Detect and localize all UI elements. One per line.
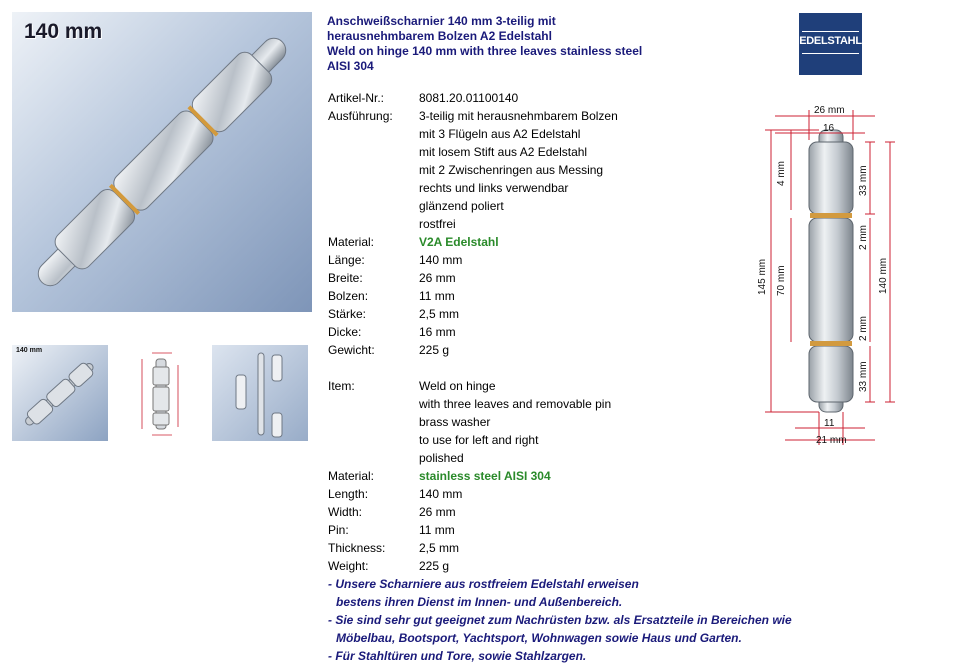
pin-label: Pin: — [328, 523, 349, 537]
technical-drawing — [735, 100, 920, 450]
hinge-leaf-middle — [809, 218, 853, 342]
breite-value: 26 mm — [419, 271, 456, 285]
material-label: Material: — [328, 235, 375, 249]
ausfuehrung-line: rostfrei — [419, 217, 456, 231]
dim-inner-width: 16 — [823, 123, 835, 134]
staerke-value: 2,5 mm — [419, 307, 460, 321]
material-en-value: stainless steel AISI 304 — [419, 469, 551, 483]
dim-bottom-width: 21 mm — [816, 435, 847, 446]
hinge-leaf-top — [809, 142, 853, 214]
ausfuehrung-line: mit 2 Zwischenringen aus Messing — [419, 163, 604, 177]
brass-washer — [810, 213, 852, 218]
thumbnail-size-label: 140 mm — [16, 347, 43, 354]
ausfuehrung-line: 3-teilig mit herausnehmbarem Bolzen — [419, 109, 618, 123]
thumbnail-hinge-graphic — [12, 345, 108, 441]
material-en-label: Material: — [328, 469, 375, 483]
dicke-label: Dicke: — [328, 325, 362, 339]
weight-value: 225 g — [419, 559, 450, 573]
ausfuehrung-label: Ausführung: — [328, 109, 393, 123]
ausfuehrung-line: mit 3 Flügeln aus A2 Edelstahl — [419, 127, 581, 141]
logo-rule — [802, 31, 859, 32]
thumbnail-parts-graphic — [212, 345, 308, 441]
staerke-label: Stärke: — [328, 307, 367, 321]
dim-right-ring2: 2 mm — [858, 316, 869, 341]
width-label: Width: — [328, 505, 363, 519]
laenge-value: 140 mm — [419, 253, 463, 267]
title-line: Weld on hinge 140 mm with three leaves stainless steel — [327, 44, 643, 58]
dim-pin-top: 4 mm — [776, 161, 787, 186]
item-line: polished — [419, 451, 464, 465]
hinge-photo-graphic — [12, 12, 312, 312]
hinge-leaf-bottom — [809, 346, 853, 402]
photo-size-label: 140 mm — [24, 20, 103, 43]
gewicht-label: Gewicht: — [328, 343, 375, 357]
ausfuehrung-line: glänzend poliert — [419, 199, 504, 213]
length-label: Length: — [328, 487, 369, 501]
thumbnail-drawing-graphic — [112, 345, 208, 441]
dicke-value: 16 mm — [419, 325, 456, 339]
dim-right-bottom: 33 mm — [858, 361, 869, 392]
title-line: herausnehmbarem Bolzen A2 Edelstahl — [327, 29, 552, 43]
gewicht-value: 225 g — [419, 343, 450, 357]
thickness-value: 2,5 mm — [419, 541, 460, 555]
bullet-line: - Für Stahltüren und Tore, sowie Stahlzargen. — [328, 649, 587, 663]
laenge-label: Länge: — [328, 253, 365, 267]
product-title — [327, 14, 747, 74]
item-line: with three leaves and removable pin — [419, 397, 612, 411]
artikel-value: 8081.20.01100140 — [419, 91, 519, 105]
dim-right-overall: 140 mm — [878, 257, 889, 294]
dim-left-middle: 70 mm — [776, 265, 787, 296]
thumbnail-parts[interactable] — [212, 345, 308, 441]
item-line: brass washer — [419, 415, 491, 429]
dim-top-width: 26 mm — [814, 105, 845, 116]
thumbnail-photo[interactable] — [12, 345, 108, 441]
thickness-label: Thickness: — [328, 541, 386, 555]
ausfuehrung-line: rechts und links verwendbar — [419, 181, 569, 195]
bullet-line: - Sie sind sehr gut geeignet zum Nachrüsten bzw. als Ersatzteile in Bereichen wie — [328, 613, 792, 627]
ausfuehrung-line: mit losem Stift aus A2 Edelstahl — [419, 145, 588, 159]
dim-right-ring1: 2 mm — [858, 225, 869, 250]
width-value: 26 mm — [419, 505, 456, 519]
dim-right-top: 33 mm — [858, 165, 869, 196]
pin-value: 11 mm — [419, 523, 455, 537]
bolzen-label: Bolzen: — [328, 289, 369, 303]
item-line: Weld on hinge — [419, 379, 496, 393]
bullet-line: bestens ihren Dienst im Innen- und Außenbereich. — [336, 595, 623, 609]
title-line: AISI 304 — [327, 59, 374, 73]
bolzen-value: 11 mm — [419, 289, 455, 303]
item-line: to use for left and right — [419, 433, 539, 447]
artikel-label: Artikel-Nr.: — [328, 91, 385, 105]
title-line: Anschweißscharnier 140 mm 3-teilig mit — [327, 14, 556, 28]
brass-washer — [810, 341, 852, 346]
bullet-line: Möbelbau, Bootsport, Yachtsport, Wohnwagen sowie Haus und Garten. — [336, 631, 742, 645]
dim-bottom-pin: 11 — [824, 418, 835, 429]
thumbnail-drawing[interactable] — [112, 345, 208, 441]
edelstahl-logo — [799, 13, 862, 75]
weight-label: Weight: — [328, 559, 369, 573]
logo-rule — [802, 53, 859, 54]
bullet-line: - Unsere Scharniere aus rostfreiem Edelstahl erweisen — [328, 577, 639, 591]
material-value: V2A Edelstahl — [419, 235, 499, 249]
logo-text: EDELSTAHL — [799, 35, 862, 47]
item-label: Item: — [328, 379, 355, 393]
dim-left-overall: 145 mm — [757, 258, 768, 295]
length-value: 140 mm — [419, 487, 463, 501]
product-main-photo[interactable] — [12, 12, 312, 312]
breite-label: Breite: — [328, 271, 363, 285]
